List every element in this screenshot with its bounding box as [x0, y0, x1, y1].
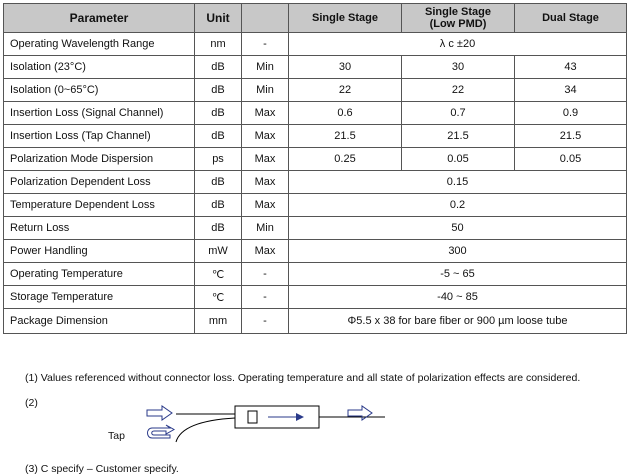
param-cell: Polarization Dependent Loss: [4, 171, 195, 194]
type-cell: Max: [242, 148, 289, 171]
unit-cell: dB: [195, 56, 242, 79]
value-cell-merged: 50: [289, 217, 627, 240]
type-cell: Min: [242, 56, 289, 79]
type-cell: Max: [242, 171, 289, 194]
table-row: [4, 56, 627, 79]
header-unit: Unit: [195, 4, 242, 33]
value-cell-merged: Φ5.5 x 38 for bare fiber or 900 µm loose tube: [289, 309, 627, 334]
unit-cell: dB: [195, 194, 242, 217]
type-cell: Max: [242, 102, 289, 125]
unit-cell: mW: [195, 240, 242, 263]
param-cell: Power Handling: [4, 240, 195, 263]
param-cell: Package Dimension: [4, 309, 195, 334]
table-row: [4, 194, 627, 217]
value-cell-single-stage: 0.6: [289, 102, 402, 125]
value-cell-merged: 0.15: [289, 171, 627, 194]
param-cell: Isolation (23°C): [4, 56, 195, 79]
table-row: [4, 240, 627, 263]
table-row: [4, 286, 627, 309]
param-cell: Storage Temperature: [4, 286, 195, 309]
header-parameter: Parameter: [4, 4, 195, 33]
header-single-stage-low-pmd: [402, 4, 515, 33]
header-single-stage: Single Stage: [289, 4, 402, 33]
table-row: [4, 148, 627, 171]
header-low-pmd-line1: Single Stage: [424, 6, 492, 18]
spec-table: [3, 3, 627, 334]
value-cell-dual-stage: 0.05: [515, 148, 627, 171]
unit-cell: dB: [195, 125, 242, 148]
type-cell: -: [242, 33, 289, 56]
param-cell: Insertion Loss (Signal Channel): [4, 102, 195, 125]
param-cell: Operating Wavelength Range: [4, 33, 195, 56]
unit-cell: dB: [195, 217, 242, 240]
unit-cell: dB: [195, 102, 242, 125]
value-cell-merged: -5 ~ 65: [289, 263, 627, 286]
value-cell-merged: -40 ~ 85: [289, 286, 627, 309]
value-cell-single-stage: 0.25: [289, 148, 402, 171]
unit-cell: nm: [195, 33, 242, 56]
type-cell: Max: [242, 240, 289, 263]
param-cell: Isolation (0~65°C): [4, 79, 195, 102]
table-row: [4, 33, 627, 56]
table-row: [4, 79, 627, 102]
param-cell: Operating Temperature: [4, 263, 195, 286]
value-cell-single-stage: 21.5: [289, 125, 402, 148]
value-cell-merged: λ c ±20: [289, 33, 627, 56]
value-cell-dual-stage: 43: [515, 56, 627, 79]
note-2: (2): [25, 397, 38, 409]
value-cell-dual-stage: 0.9: [515, 102, 627, 125]
table-row: [4, 171, 627, 194]
value-cell-dual-stage: 21.5: [515, 125, 627, 148]
tap-label: Tap: [108, 430, 125, 442]
tap-fiber-curve: [176, 418, 235, 442]
tap-return-arrow-icon: [148, 425, 175, 438]
param-cell: Insertion Loss (Tap Channel): [4, 125, 195, 148]
table-row: [4, 217, 627, 240]
unit-cell: mm: [195, 309, 242, 334]
value-cell-single-stage: 22: [289, 79, 402, 102]
value-cell-dual-stage: 34: [515, 79, 627, 102]
param-cell: Temperature Dependent Loss: [4, 194, 195, 217]
type-cell: Min: [242, 79, 289, 102]
value-cell-low-pmd: 22: [402, 79, 515, 102]
unit-cell: ℃: [195, 263, 242, 286]
value-cell-merged: 300: [289, 240, 627, 263]
type-cell: -: [242, 263, 289, 286]
value-cell-low-pmd: 0.7: [402, 102, 515, 125]
header-type: [242, 4, 289, 33]
tap-isolator-diagram: [140, 404, 400, 444]
value-cell-merged: 0.2: [289, 194, 627, 217]
value-cell-low-pmd: 21.5: [402, 125, 515, 148]
note-3: (3) C specify – Customer specify.: [25, 463, 179, 475]
output-arrow-icon: [348, 406, 372, 420]
table-header-row: [4, 4, 627, 33]
type-cell: Min: [242, 217, 289, 240]
param-cell: Return Loss: [4, 217, 195, 240]
input-arrow-icon: [147, 406, 172, 420]
table-row: [4, 125, 627, 148]
isolator-element: [248, 411, 257, 423]
param-cell: Polarization Mode Dispersion: [4, 148, 195, 171]
header-dual-stage: Dual Stage: [515, 4, 627, 33]
table-row: [4, 102, 627, 125]
type-cell: -: [242, 286, 289, 309]
unit-cell: ℃: [195, 286, 242, 309]
table-row: [4, 309, 627, 334]
unit-cell: ps: [195, 148, 242, 171]
value-cell-low-pmd: 0.05: [402, 148, 515, 171]
type-cell: -: [242, 309, 289, 334]
unit-cell: dB: [195, 79, 242, 102]
note-1: (1) Values referenced without connector loss. Operating temperature and all state of polarization effects are considered.: [25, 372, 581, 384]
table-row: [4, 263, 627, 286]
value-cell-low-pmd: 30: [402, 56, 515, 79]
value-cell-single-stage: 30: [289, 56, 402, 79]
type-cell: Max: [242, 125, 289, 148]
unit-cell: dB: [195, 171, 242, 194]
type-cell: Max: [242, 194, 289, 217]
header-low-pmd-line2: (Low PMD): [429, 18, 487, 30]
